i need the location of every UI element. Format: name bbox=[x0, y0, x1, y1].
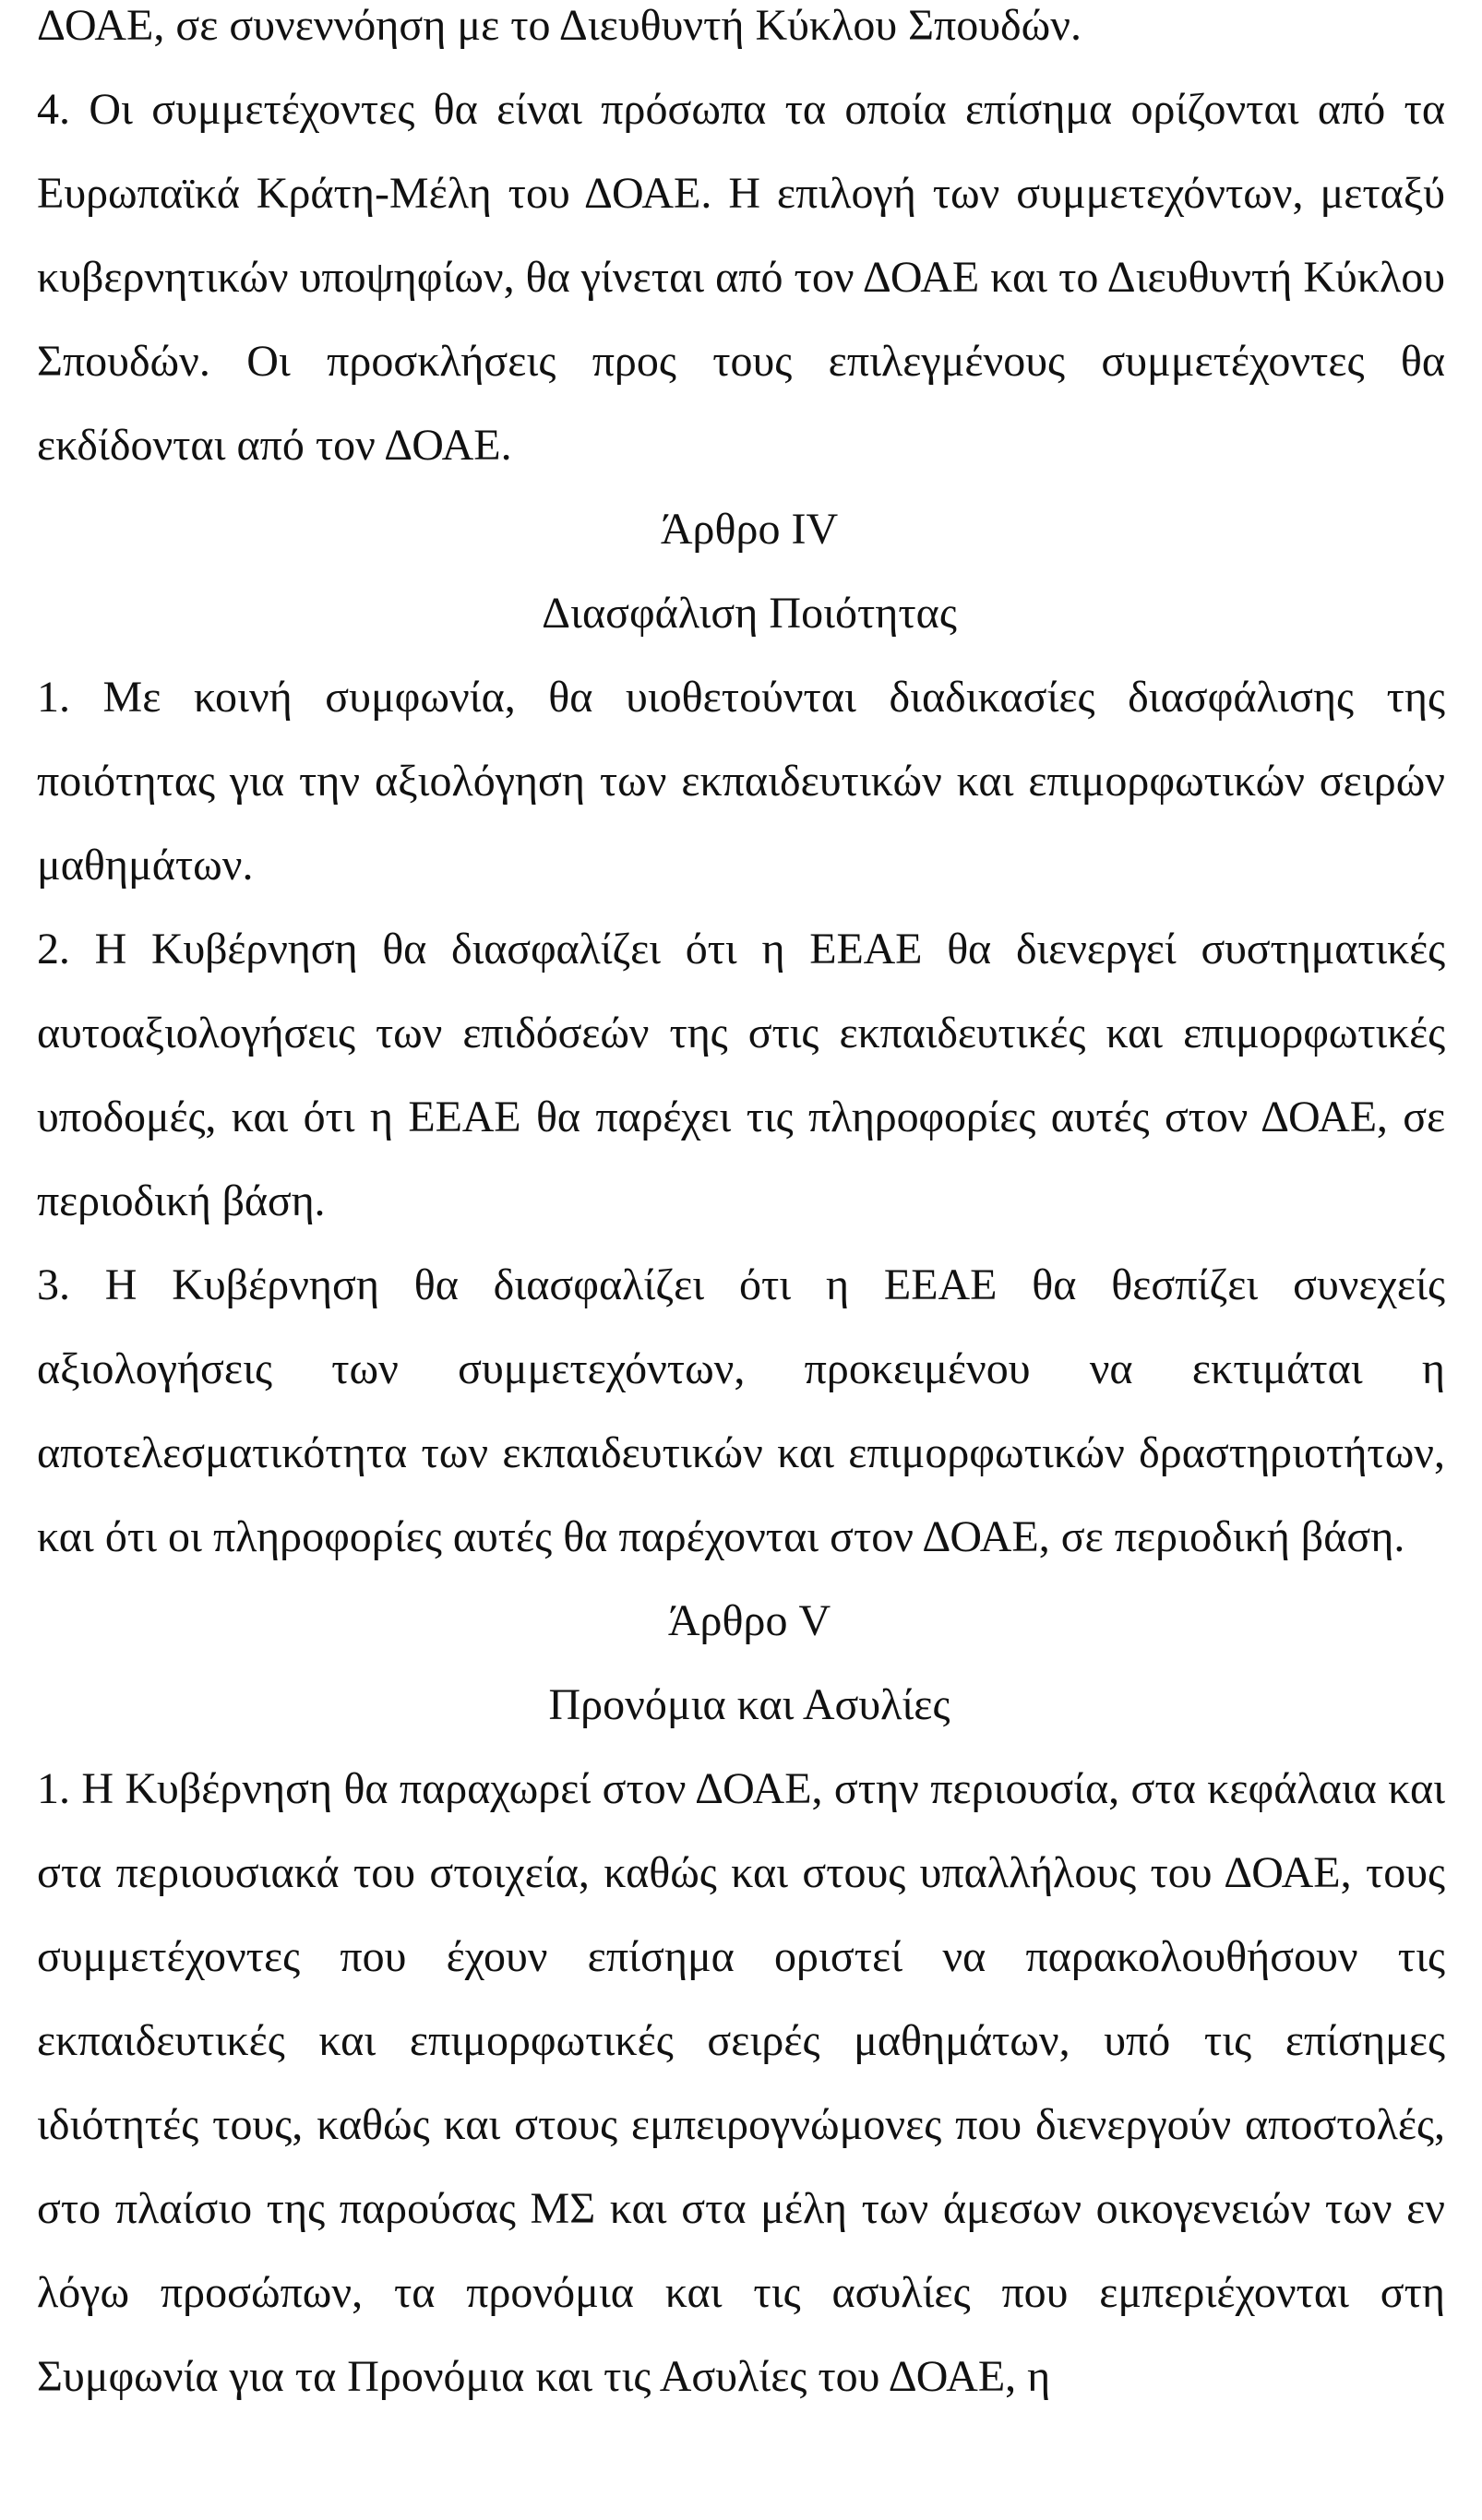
document-body bbox=[37, 0, 1445, 2418]
article-v-number: Άρθρο V bbox=[667, 1596, 831, 1645]
paragraph-self-assessment: 2. Η Κυβέρνηση θα διασφαλίζει ότι η ΕΕΑΕ θα διενεργεί συστηματικές αυτοαξιολογήσεις των επιδόσεών της στις εκπαιδευτικές και επιμορφωτικές υποδομές, και ότι η ΕΕΑΕ θα παρέχει τις πληροφορίες αυτές στον ΔΟΑΕ, σε περιοδική βάση. bbox=[37, 925, 1445, 1225]
article-iv-number: Άρθρο IV bbox=[660, 505, 839, 554]
paragraph-quality-procedures: 1. Με κοινή συμφωνία, θα υιοθετούνται διαδικασίες διασφάλισης της ποιότητας για την αξιολόγηση των εκπαιδευτικών και επιμορφωτικών σειρών μαθημάτων. bbox=[37, 673, 1445, 890]
paragraph-privileges-immunities: 1. Η Κυβέρνηση θα παραχωρεί στον ΔΟΑΕ, στην περιουσία, στα κεφάλαια και στα περιουσιακά του στοιχεία, καθώς και στους υπαλλήλους του ΔΟΑΕ, τους συμμετέχοντες που έχουν επίσημα οριστεί να παρακολουθήσουν τις εκπαιδευτικές και επιμορφωτικές σειρές μαθημάτων, υπό τις επίσημες ιδιότητές τους, καθώς και στους εμπειρογνώμονες που διενεργούν αποστολές, στο πλαίσιο της παρούσας ΜΣ και στα μέλη των άμεσων οικογενειών των εν λόγω προσώπων, τα προνόμια και τις ασυλίες που εμπεριέχονται στη Συμφωνία για τα Προνόμια και τις Ασυλίες του ΔΟΑΕ, η bbox=[37, 1764, 1445, 2401]
paragraph-participant-evaluation: 3. Η Κυβέρνηση θα διασφαλίζει ότι η ΕΕΑΕ θα θεσπίζει συνεχείς αξιολογήσεις των συμμετεχόντων, προκειμένου να εκτιμάται η αποτελεσματικότητα των εκπαιδευτικών και επιμορφωτικών δραστηριοτήτων, και ότι οι πληροφορίες αυτές θα παρέχονται στον ΔΟΑΕ, σε περιοδική βάση. bbox=[37, 1260, 1445, 1561]
article-iv-title: Διασφάλιση Ποιότητας bbox=[542, 589, 957, 638]
article-v-title: Προνόμια και Ασυλίες bbox=[548, 1680, 950, 1729]
paragraph-participants: 4. Οι συμμετέχοντες θα είναι πρόσωπα τα οποία επίσημα ορίζονται από τα Ευρωπαϊκά Κράτη-Μέλη του ΔΟΑΕ. Η επιλογή των συμμετεχόντων, μεταξύ κυβερνητικών υποψηφίων, θα γίνεται από τον ΔΟΑΕ και το Διευθυντή Κύκλου Σπουδών. Οι προσκλήσεις προς τους επιλεγμένους συμμετέχοντες θα εκδίδονται από τον ΔΟΑΕ. bbox=[37, 85, 1445, 470]
paragraph-continuation: ΔΟΑΕ, σε συνεννόηση με το Διευθυντή Κύκλου Σπουδών. bbox=[37, 1, 1082, 50]
